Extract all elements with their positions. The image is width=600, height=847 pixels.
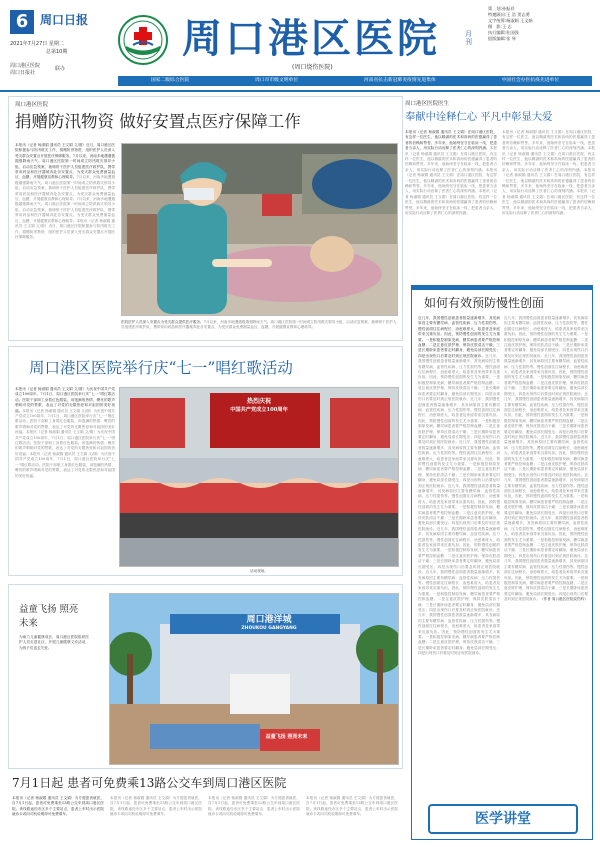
article-body-col2: 近几年，我国慢性创面患者数量逐渐增多，其发病原因主要有糖尿病、血管性疾病、压力性损伤等。慢性创面往往病程长、治愈难度大，给患者及家庭带来沉重负担。因此，预防慢性创面的发生尤为重要。一是积极控制原发病，糖尿病患者要严格控制血糖；二是注意皮肤护理，保持皮肤清洁干燥；三是长期卧床患者要定时翻身，避免局部长期受压；四是出现伤口后要及时到正规医院就诊。近几年，我国慢性创面患者数量逐渐增多，其发病原因主要有糖尿病、血管性疾病、压力性损伤等。慢性创面往往病程长、治愈难度大，给患者及家庭带来沉重负担。因此，预防慢性创面的发生尤为重要。一是积极控制原发病，糖尿病患者要严格控制血糖；二是注意皮肤护理，保持皮肤清洁干燥；三是长期卧床患者要定时翻身，避免局部长期受压；四是出现伤口后要及时到正规医院就诊。近几年，我国慢性创面患者数量逐渐增多，其发病原因主要有糖尿病、血管性疾病、压力性损伤等。慢性创面往往病程长、治愈难度大，给患者及家庭带来沉重负担。因此，预防慢性创面的发生尤为重要。一是积极控制原发病，糖尿病患者要严格控制血糖；二是注意皮肤护理，保持皮肤清洁干燥；三是长期卧床患者要定时翻身，避免局部长期受压；四是出现伤口后要及时到正规医院就诊。近几年，我国慢性创面患者数量逐渐增多，其发病原因主要有糖尿病、血管性疾病、压力性损伤等。慢性创面往往病程长、治愈难度大，给患者及家庭带来沉重负担。因此，预防慢性创面的发生尤为重要。一是积极控制原发病，糖尿病患者要严格控制血糖；二是注意皮肤护理，保持皮肤清洁干燥；三是长期卧床患者要定时翻身，避免局部长期受压；四是出现伤口后要及时到正规医院就诊。近几年，我国慢性创面患者数量逐渐增多，其发病原因主要有糖尿病、血管性疾病、压力性损伤等。慢性创面往往病程长、治愈难度大，给患者及家庭带来沉重负担。因此，预防慢性创面的发生尤为重要。一是积极控制原发病，糖尿病患者要严格控制血糖；二是注意皮肤护理，保持皮肤清洁干燥；三是长期卧床患者要定时翻身，避免局部长期受压；四是出现伤口后要及时到正规医院就诊。近几年，我国慢性创面患者数量逐渐增多，其发病原因主要有糖尿病、血管性疾病、压力性损伤等。慢性创面往往病程长、治愈难度大，给患者及家庭带来沉重负担。因此，预防慢性创面的发生尤为重要。一是积极控制原发病，糖尿病患者要严格控制血糖；二是注意皮肤护理，保持皮肤清洁干燥；三是长期卧床患者要定时翻身，避免局部长期受压；四是出现伤口后要及时到正规医院就诊。近几年，我国慢性创面患者数量逐渐增多，其发病原因主要有糖尿病、血管性疾病、压力性损伤等。慢性创面往往病程长、治愈难度大，给患者及家庭带来沉重负担。因此，预防慢性创面的发生尤为重要。一是积极控制原发病，糖尿病患者要严格控制血糖；二是注意皮肤护理，保持皮肤清洁干燥；三是长期卧床患者要定时翻身，避免局部长期受压；四是出现伤口后要及时到正规医院就诊。（作者 周口港区医院烧伤科） — [504, 316, 588, 602]
medical-lecture-badge — [428, 804, 578, 834]
masthead-monthly: 月刊 — [465, 30, 472, 46]
article-body-col4: 本报讯（记者 杨淑娟 通讯员 王文娟）为方便患者就医，自7月1日起，患者可免费乘坐13路公交车到周口港区医院。该线路途经市区多个主要站点，患者上车时出示医院就诊卡或向司机说明即可免费乘车。 — [306, 796, 398, 817]
sponsor-suffix: 联办 — [55, 66, 66, 72]
staff-line: 组版编辑:张 琴 — [488, 36, 516, 41]
headline: 如何有效预防慢性创面 — [424, 296, 545, 310]
masthead-title: 周口港区医院 — [182, 15, 440, 62]
sponsor-2: 周口日报社 — [10, 70, 36, 76]
honor-item: 中国社会办医抗疫先进单位 — [501, 78, 560, 83]
article-free-bus — [8, 774, 403, 844]
article-july-first — [8, 346, 403, 576]
headline: 奉献中诠释仁心 平凡中彰显大爱 — [405, 111, 553, 123]
event-banner: 益童飞扬 照亮未来 — [265, 734, 308, 740]
article-body: 本报讯（记者 杨淑娟 通讯员 王文娟 文/图）为庆祝中国共产党成立100周年，7月1日，周口港区医院举行庆“七一”唱红歌活动。医院干部职工身着红色服装，用饱满的热情、嘹亮的歌声唱响对党的赞歌，表达了对党的无限热爱和对祖国的美好祝福。本报讯（记者 杨淑娟 通讯员 王文娟 文/图）为庆祝中国共产党成立100周年，7月1日，周口港区医院举行庆“七一”唱红歌活动。医院干部职工身着红色服装，用饱满的热情、嘹亮的歌声唱响对党的赞歌，表达了对党的无限热爱和对祖国的美好祝福。本报讯（记者 杨淑娟 通讯员 王文娟 文/图）为庆祝中国共产党成立100周年，7月1日，周口港区医院举行庆“七一”唱红歌活动。医院干部职工身着红色服装，用饱满的热情、嘹亮的歌声唱响对党的赞歌，表达了对党的无限热爱和对祖国的美好祝福。本报讯（记者 杨淑娟 通讯员 王文娟 文/图）为庆祝中国共产党成立100周年，7月1日，周口港区医院举行庆“七一”唱红歌活动。医院干部职工身着红色服装，用饱满的热情、嘹亮的歌声唱响对党的赞歌，表达了对党的无限热爱和对祖国的美好祝福。 — [15, 387, 115, 478]
headline: 7月1日起 患者可免费乘13路公交车到周口港区医院 — [12, 776, 287, 790]
article-body-col1: 本报讯（记者 杨淑娟 通讯员 王文娟）为方便患者就医，自7月1日起，患者可免费乘坐13路公交车到周口港区医院。该线路途经市区多个主要站点，患者上车时出示医院就诊卡或向司机说明即可免费乘车。 — [12, 796, 104, 817]
badge-label: 医学讲堂 — [475, 811, 531, 827]
staff-line: 策 划:孙振祥 — [488, 6, 515, 11]
photo-caption: 医院医护人员深入安置点为受灾群众提供医疗服务。7月以来，河南多地遭遇极端强降雨天气。周口港区医院第一时间成立防汛救灾领导小组，启动应急预案，抽调骨干医护人员组建医疗救护队，携带常用药品和医疗器械奔赴各安置点，为受灾群众免费测量血压、血糖，开展健康宣教和心理疏导。 — [121, 320, 397, 329]
article-body: 本报讯（记者 杨淑娟 通讯员 王文娟 文/图）近日，周口港区医院积极参与防汛救灾工作，捐赠防汛物资，组织医护人员深入受灾群众安置点开展医疗保障服务。7月以来，河南多地遭遇极端强降雨天气。周口港区医院第一时间成立防汛救灾领导小组，启动应急预案，抽调骨干医护人员组建医疗救护队，携带常用药品和医疗器械奔赴各安置点，为受灾群众免费测量血压、血糖，开展健康宣教和心理疏导。7月以来，河南多地遭遇极端强降雨天气。周口港区医院第一时间成立防汛救灾领导小组，启动应急预案，抽调骨干医护人员组建医疗救护队，携带常用药品和医疗器械奔赴各安置点，为受灾群众免费测量血压、血糖，开展健康宣教和心理疏导。7月以来，河南多地遭遇极端强降雨天气。周口港区医院第一时间成立防汛救灾领导小组，启动应急预案，抽调骨干医护人员组建医疗救护队，携带常用药品和医疗器械奔赴各安置点，为受灾群众免费测量血压、血糖，开展健康宣教和心理疏导。本报讯（记者 杨淑娟 通讯员 王文娟 文/图）近日，周口港区医院积极参与防汛救灾工作，捐赠防汛物资，组织医护人员深入受灾群众安置点开展医疗保障服务。 — [15, 143, 115, 239]
hospital-logo — [118, 15, 168, 65]
honor-item: 河南省抗击新冠肺炎疫情先进集体 — [363, 78, 436, 83]
article-body-col2: 本报讯（记者 杨淑娟 通讯员 王文娟）为方便患者就医，自7月1日起，患者可免费乘坐13路公交车到周口港区医院。该线路途经市区多个主要站点，患者上车时出示医院就诊卡或向司机说明即可免费乘车。 — [110, 796, 202, 817]
article-children-event — [8, 584, 403, 769]
headline: 捐赠防汛物资 做好安置点医疗保障工作 — [15, 112, 301, 131]
photo-caption: 活动现场。 — [250, 569, 268, 573]
article-body-col2: 本报讯（记者 杨淑娟 通讯员 王文娟）在周口港区医院，有这样一位医生，他以精湛的医术和高尚的医德赢得了患者的信赖和赞誉。多年来，他始终坚守在临床一线，把患者当亲人，用实际行动诠释了医者仁心的深刻内涵。本报讯（记者 杨淑娟 通讯员 王文娟）在周口港区医院，有这样一位医生，他以精湛的医术和高尚的医德赢得了患者的信赖和赞誉。多年来，他始终坚守在临床一线，把患者当亲人，用实际行动诠释了医者仁心的深刻内涵。本报讯（记者 杨淑娟 通讯员 王文娟）在周口港区医院，有这样一位医生，他以精湛的医术和高尚的医德赢得了患者的信赖和赞誉。多年来，他始终坚守在临床一线，把患者当亲人，用实际行动诠释了医者仁心的深刻内涵。本报讯（记者 杨淑娟 通讯员 王文娟）在周口港区医院，有这样一位医生，他以精湛的医术和高尚的医德赢得了患者的信赖和赞誉。多年来，他始终坚守在临床一线，把患者当亲人，用实际行动诠释了医者仁心的深刻内涵。 — [502, 130, 595, 216]
issue-number: 总第10期 — [46, 49, 68, 55]
column-top-bar — [412, 286, 592, 290]
article-body-col1: 本报讯（记者 杨淑娟 通讯员 王文娟）在周口港区医院，有这样一位医生，他以精湛的医术和高尚的医德赢得了患者的信赖和赞誉。多年来，他始终坚守在临床一线，把患者当亲人，用实际行动诠释了医者仁心的深刻内涵。本报讯（记者 杨淑娟 通讯员 王文娟）在周口港区医院，有这样一位医生，他以精湛的医术和高尚的医德赢得了患者的信赖和赞誉。多年来，他始终坚守在临床一线，把患者当亲人，用实际行动诠释了医者仁心的深刻内涵。本报讯（记者 杨淑娟 通讯员 王文娟）在周口港区医院，有这样一位医生，他以精湛的医术和高尚的医德赢得了患者的信赖和赞誉。多年来，他始终坚守在临床一线，把患者当亲人，用实际行动诠释了医者仁心的深刻内涵。本报讯（记者 杨淑娟 通讯员 王文娟）在周口港区医院，有这样一位医生，他以精湛的医术和高尚的医德赢得了患者的信赖和赞誉。多年来，他始终坚守在临床一线，把患者当亲人，用实际行动诠释了医者仁心的深刻内涵。 — [405, 130, 497, 216]
banner-line-1: 热烈庆祝 — [246, 398, 271, 405]
sign-subtext: ZHOUKOU GANGYANG — [241, 626, 297, 631]
masthead-rule — [0, 90, 600, 92]
honor-bar — [118, 76, 592, 86]
sign-text: 周口港洋城 — [246, 615, 292, 625]
staff-list — [488, 6, 596, 42]
honor-item: 周口市市级文明单位 — [254, 78, 299, 83]
masthead-subtitle: (周口烧伤医院) — [292, 64, 333, 71]
supplement-name: 周口日报 — [40, 13, 89, 27]
masthead — [0, 0, 600, 86]
event-banner — [219, 397, 299, 415]
flood-relief-photo — [121, 143, 398, 316]
article-body-col3: 本报讯（记者 杨淑娟 通讯员 王文娟）为方便患者就医，自7月1日起，患者可免费乘坐13路公交车到周口港区医院。该线路途经市区多个主要站点，患者上车时出示医院就诊卡或向司机说明即可免费乘车。 — [208, 796, 300, 817]
article-body-col1: 近几年，我国慢性创面患者数量逐渐增多，其发病原因主要有糖尿病、血管性疾病、压力性损伤等。慢性创面往往病程长、治愈难度大，给患者及家庭带来沉重负担。因此，预防慢性创面的发生尤为重要。一是积极控制原发病，糖尿病患者要严格控制血糖；二是注意皮肤护理，保持皮肤清洁干燥；三是长期卧床患者要定时翻身，避免局部长期受压；四是出现伤口后要及时到正规医院就诊。近几年，我国慢性创面患者数量逐渐增多，其发病原因主要有糖尿病、血管性疾病、压力性损伤等。慢性创面往往病程长、治愈难度大，给患者及家庭带来沉重负担。因此，预防慢性创面的发生尤为重要。一是积极控制原发病，糖尿病患者要严格控制血糖；二是注意皮肤护理，保持皮肤清洁干燥；三是长期卧床患者要定时翻身，避免局部长期受压；四是出现伤口后要及时到正规医院就诊。近几年，我国慢性创面患者数量逐渐增多，其发病原因主要有糖尿病、血管性疾病、压力性损伤等。慢性创面往往病程长、治愈难度大，给患者及家庭带来沉重负担。因此，预防慢性创面的发生尤为重要。一是积极控制原发病，糖尿病患者要严格控制血糖；二是注意皮肤护理，保持皮肤清洁干燥；三是长期卧床患者要定时翻身，避免局部长期受压；四是出现伤口后要及时到正规医院就诊。近几年，我国慢性创面患者数量逐渐增多，其发病原因主要有糖尿病、血管性疾病、压力性损伤等。慢性创面往往病程长、治愈难度大，给患者及家庭带来沉重负担。因此，预防慢性创面的发生尤为重要。一是积极控制原发病，糖尿病患者要严格控制血糖；二是注意皮肤护理，保持皮肤清洁干燥；三是长期卧床患者要定时翻身，避免局部长期受压；四是出现伤口后要及时到正规医院就诊。近几年，我国慢性创面患者数量逐渐增多，其发病原因主要有糖尿病、血管性疾病、压力性损伤等。慢性创面往往病程长、治愈难度大，给患者及家庭带来沉重负担。因此，预防慢性创面的发生尤为重要。一是积极控制原发病，糖尿病患者要严格控制血糖；二是注意皮肤护理，保持皮肤清洁干燥；三是长期卧床患者要定时翻身，避免局部长期受压；四是出现伤口后要及时到正规医院就诊。近几年，我国慢性创面患者数量逐渐增多，其发病原因主要有糖尿病、血管性疾病、压力性损伤等。慢性创面往往病程长、治愈难度大，给患者及家庭带来沉重负担。因此，预防慢性创面的发生尤为重要。一是积极控制原发病，糖尿病患者要严格控制血糖；二是注意皮肤护理，保持皮肤清洁干燥；三是长期卧床患者要定时翻身，避免局部长期受压；四是出现伤口后要及时到正规医院就诊。近几年，我国慢性创面患者数量逐渐增多，其发病原因主要有糖尿病、血管性疾病、压力性损伤等。慢性创面往往病程长、治愈难度大，给患者及家庭带来沉重负担。因此，预防慢性创面的发生尤为重要。一是积极控制原发病，糖尿病患者要严格控制血糖；二是注意皮肤护理，保持皮肤清洁干燥；三是长期卧床患者要定时翻身，避免局部长期受压；四是出现伤口后要及时到正规医院就诊。近几年，我国慢性创面患者数量逐渐增多，其发病原因主要有糖尿病、血管性疾病、压力性损伤等。慢性创面往往病程长、治愈难度大，给患者及家庭带来沉重负担。因此，预防慢性创面的发生尤为重要。一是积极控制原发病，糖尿病患者要严格控制血糖；二是注意皮肤护理，保持皮肤清洁干燥；三是长期卧床患者要定时翻身，避免局部长期受压；四是出现伤口后要及时到正规医院就诊。 — [418, 316, 500, 656]
section-label: 周口港区医院医生 — [405, 101, 450, 107]
headline: 益童飞扬 照亮未来 — [19, 604, 79, 629]
issue-date: 2021年7月27日 星期二 — [10, 41, 64, 47]
section-label: 周口港区医院 — [15, 102, 49, 108]
page-number: 6 — [10, 10, 34, 34]
article-wound-prevention — [411, 285, 593, 840]
staff-line: 摄 影:王 志 — [488, 24, 512, 29]
staff-line: 执行编辑:杜国强 — [488, 30, 519, 35]
article-doctor-profile — [405, 96, 595, 281]
banner-line-2: 中国共产党成立100周年 — [230, 407, 288, 413]
honor-item: 国家二级综合医院 — [150, 78, 190, 83]
building-sign — [204, 615, 334, 632]
article-flood-relief — [8, 96, 403, 341]
headline: 周口港区医院举行庆“七一”唱红歌活动 — [29, 359, 293, 377]
staff-line: 文字统筹:杨淑娟 王文娟 — [488, 18, 533, 23]
staff-line: 特邀顾问:王 浩 贺志勇 — [488, 12, 530, 17]
article-body: 为助力儿童健康成长，周口港区医院组织医护人员走进社区，开展儿童健康义诊活动，为孩子们送去关爱。 — [19, 635, 89, 650]
sponsor-1: 周口港区医院 — [10, 63, 41, 69]
